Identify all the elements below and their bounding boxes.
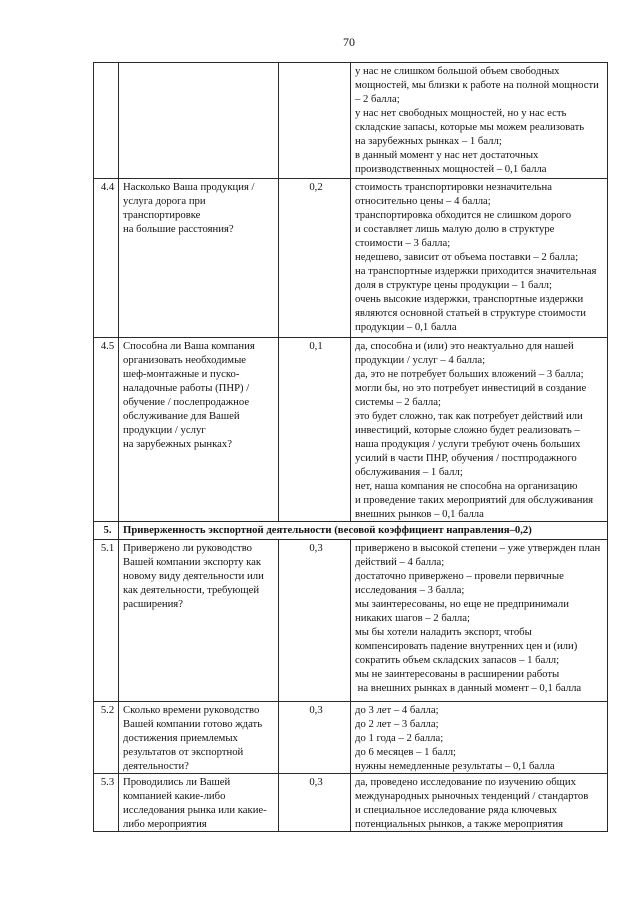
criteria-table — [93, 62, 608, 832]
page-number: 70 — [343, 35, 355, 49]
table-row — [94, 774, 608, 832]
row-number: 5.3 — [94, 774, 119, 832]
row-number: 4.4 — [94, 179, 119, 338]
weight-cell — [279, 63, 351, 179]
section-title: Приверженность экспортной деятельности (весовой коэффициент направления–0,2) — [119, 522, 608, 540]
table-row — [94, 702, 608, 774]
weight-cell: 0,3 — [279, 702, 351, 774]
answers-cell: стоимость транспортировки незначительна относительно цены – 4 балла; транспортировка обходится не слишком дорого и составляет лишь малую долю в структуре стоимости – 3 балла; недешево, зависит от объема поставки – 2 балла; на транспортные издержки приходится значительная доля в структуре цены продукции – 1 балл; очень высокие издержки, транспортные издержки являются основной статьей в структуре стоимости продукции – 0,1 балла — [351, 179, 608, 338]
question-cell — [119, 63, 279, 179]
table-row — [94, 338, 608, 522]
table-row — [94, 540, 608, 702]
row-number: 5.1 — [94, 540, 119, 702]
question-cell: Насколько Ваша продукция / услуга дорога при транспортировке на большие расстояния? — [119, 179, 279, 338]
answers-cell: до 3 лет – 4 балла; до 2 лет – 3 балла; до 1 года – 2 балла; до 6 месяцев – 1 балл; нужны немедленные результаты – 0,1 балла — [351, 702, 608, 774]
weight-cell: 0,2 — [279, 179, 351, 338]
question-cell: Привержено ли руководство Вашей компании экспорту как новому виду деятельности или как деятельности, требующей расширения? — [119, 540, 279, 702]
question-cell: Способна ли Ваша компания организовать необходимые шеф-монтажные и пуско- наладочные работы (ПНР) / обучение / послепродажное обслуживание для Вашей продукции / услуг на зарубежных рынках? — [119, 338, 279, 522]
row-number: 5.2 — [94, 702, 119, 774]
row-number: 4.5 — [94, 338, 119, 522]
table-row — [94, 179, 608, 338]
section-row — [94, 522, 608, 540]
answers-cell: у нас не слишком большой объем свободных мощностей, мы близки к работе на полной мощности – 2 балла; у нас нет свободных мощностей, но у нас есть складские запасы, которые мы можем реализовать на зарубежных рынках – 1 балл; в данный момент у нас нет достаточных производственных мощностей – 0,1 балла — [351, 63, 608, 179]
weight-cell: 0,3 — [279, 774, 351, 832]
weight-cell: 0,3 — [279, 540, 351, 702]
answers-cell: да, способна и (или) это неактуально для нашей продукции / услуг – 4 балла; да, это не потребует больших вложений – 3 балла; могли бы, но это потребует инвестиций в создание системы – 2 балла; это будет сложно, так как потребует действий или инвестиций, которые сложно будет реализовать – наша продукция / услуги требуют очень больших усилий в части ПНР, обучения / постпродажного обслуживания – 1 балл; нет, наша компания не способна на организацию и проведение таких мероприятий для обслуживания внешних рынков – 0,1 балла — [351, 338, 608, 522]
weight-cell: 0,1 — [279, 338, 351, 522]
answers-cell: привержено в высокой степени – уже утвержден план действий – 4 балла; достаточно привержено – провели первичные исследования – 3 балла; мы заинтересованы, но еще не предпринимали никаких шагов – 2 балла; мы бы хотели наладить экспорт, чтобы компенсировать падение внутренних цен и (или) сократить объем складских запасов – 1 балл; мы не заинтересованы в расширении работы на внешних рынках в данный момент – 0,1 балла — [351, 540, 608, 702]
question-cell: Сколько времени руководство Вашей компании готово ждать достижения приемлемых результатов от экспортной деятельности? — [119, 702, 279, 774]
section-number: 5. — [94, 522, 119, 540]
table-row — [94, 63, 608, 179]
answers-cell: да, проведено исследование по изучению общих международных рыночных тенденций / стандартов и специальное исследование ряда ключевых потенциальных рынков, а также мероприятия — [351, 774, 608, 832]
question-cell: Проводились ли Вашей компанией какие-либо исследования рынка или какие- либо мероприятия — [119, 774, 279, 832]
row-number — [94, 63, 119, 179]
